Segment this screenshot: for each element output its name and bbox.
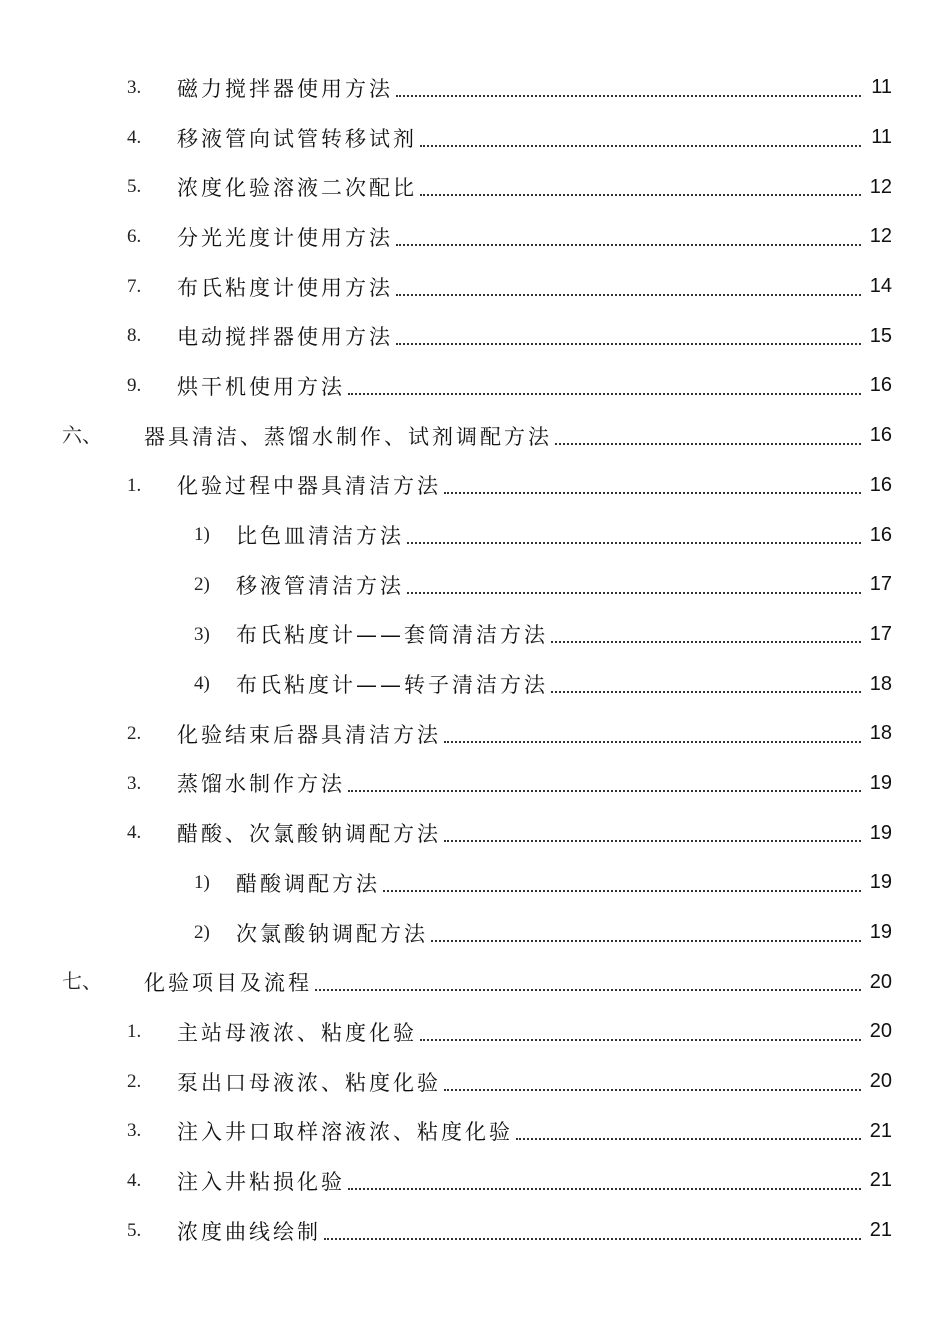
- toc-entry-line: [236, 659, 892, 709]
- toc-entry[interactable]: [0, 1156, 950, 1206]
- toc-entry-page: 19: [869, 821, 892, 844]
- dot-leader: [396, 95, 861, 97]
- toc-entry[interactable]: [0, 1206, 950, 1256]
- toc-entry-title: 比色皿清洁方法: [236, 524, 404, 549]
- toc-entry-title: 醋酸调配方法: [236, 871, 380, 896]
- toc-entry-page: 19: [869, 771, 892, 794]
- toc-entry-line: [177, 461, 892, 511]
- toc-entry[interactable]: [0, 808, 950, 858]
- table-of-contents: [0, 63, 950, 1256]
- toc-entry-line: [177, 1007, 892, 1057]
- toc-entry-page: 18: [869, 722, 892, 745]
- toc-entry-page: 12: [869, 175, 892, 198]
- dot-leader: [396, 343, 861, 345]
- toc-entry-page: 14: [869, 275, 892, 298]
- toc-entry-line: [144, 411, 892, 461]
- toc-entry-line: [177, 63, 892, 113]
- toc-subentry[interactable]: [0, 858, 950, 908]
- toc-entry-title: 磁力搅拌器使用方法: [177, 76, 393, 101]
- toc-entry-line: [177, 311, 892, 361]
- toc-entry-number: 5.: [127, 1219, 142, 1241]
- toc-entry-number: 2): [194, 921, 210, 943]
- toc-entry-page: 16: [869, 374, 892, 397]
- toc-entry[interactable]: [0, 113, 950, 163]
- dot-leader: [396, 244, 861, 246]
- toc-entry-page: 16: [869, 523, 892, 546]
- toc-entry-line: [236, 610, 892, 660]
- toc-entry-line: [177, 162, 892, 212]
- toc-entry-number: 2): [194, 573, 210, 595]
- toc-entry-title: 烘干机使用方法: [177, 374, 345, 399]
- toc-entry-title: 化验结束后器具清洁方法: [177, 722, 441, 747]
- toc-chapter[interactable]: [0, 957, 950, 1007]
- toc-entry-page: 16: [869, 424, 892, 447]
- toc-entry-title: 布氏粘度计——套筒清洁方法: [236, 623, 548, 648]
- toc-entry-title: 化验项目及流程: [144, 971, 312, 996]
- dot-leader: [348, 1188, 861, 1190]
- toc-entry-page: 20: [869, 1020, 892, 1043]
- toc-entry[interactable]: [0, 361, 950, 411]
- toc-entry[interactable]: [0, 212, 950, 262]
- toc-entry-page: 16: [869, 473, 892, 496]
- dot-leader: [407, 592, 861, 594]
- toc-entry-number: 4): [194, 673, 210, 695]
- toc-entry[interactable]: [0, 162, 950, 212]
- toc-entry-page: 19: [869, 921, 892, 944]
- toc-entry-title: 蒸馏水制作方法: [177, 772, 345, 797]
- toc-entry-number: 六、: [62, 422, 102, 447]
- toc-subentry[interactable]: [0, 560, 950, 610]
- toc-entry-number: 4.: [127, 126, 142, 148]
- toc-entry-number: 3): [194, 623, 210, 645]
- dot-leader: [551, 691, 861, 693]
- toc-entry[interactable]: [0, 262, 950, 312]
- toc-entry-title: 电动搅拌器使用方法: [177, 325, 393, 350]
- dot-leader: [383, 890, 861, 892]
- dot-leader: [555, 443, 861, 445]
- toc-entry-number: 7.: [127, 275, 142, 297]
- toc-entry-page: 17: [869, 573, 892, 596]
- toc-entry-title: 布氏粘度计使用方法: [177, 275, 393, 300]
- toc-entry-number: 4.: [127, 1170, 142, 1192]
- toc-entry-title: 醋酸、次氯酸钠调配方法: [177, 822, 441, 847]
- toc-entry-title: 浓度化验溶液二次配比: [177, 176, 417, 201]
- toc-entry-line: [177, 1057, 892, 1107]
- toc-entry-line: [177, 262, 892, 312]
- toc-entry-number: 1.: [127, 1021, 142, 1043]
- toc-entry[interactable]: [0, 709, 950, 759]
- dot-leader: [444, 840, 861, 842]
- dot-leader: [348, 393, 861, 395]
- toc-entry-number: 3.: [127, 77, 142, 98]
- toc-entry-line: [236, 510, 892, 560]
- toc-entry-line: [177, 1156, 892, 1206]
- toc-entry-title: 注入井粘损化验: [177, 1169, 345, 1194]
- toc-entry-page: 18: [869, 672, 892, 695]
- dot-leader: [431, 940, 861, 942]
- toc-entry-line: [236, 908, 892, 958]
- toc-entry-number: 七、: [62, 969, 102, 994]
- dot-leader: [444, 741, 861, 743]
- toc-entry-page: 21: [869, 1219, 892, 1242]
- toc-entry-page: 11: [871, 126, 892, 149]
- toc-entry[interactable]: [0, 759, 950, 809]
- toc-entry-page: 15: [869, 324, 892, 347]
- toc-entry-line: [177, 808, 892, 858]
- toc-entry-title: 移液管清洁方法: [236, 573, 404, 598]
- toc-subentry[interactable]: [0, 908, 950, 958]
- dot-leader: [516, 1138, 861, 1140]
- toc-entry-page: 21: [869, 1119, 892, 1142]
- toc-entry-page: 20: [869, 970, 892, 993]
- toc-entry-line: [177, 759, 892, 809]
- dot-leader: [444, 492, 861, 494]
- toc-entry-line: [177, 113, 892, 163]
- toc-subentry[interactable]: [0, 510, 950, 560]
- toc-entry-title: 次氯酸钠调配方法: [236, 921, 428, 946]
- toc-entry-number: 4.: [127, 822, 142, 844]
- toc-entry-number: 2.: [127, 1070, 142, 1092]
- dot-leader: [420, 145, 861, 147]
- dot-leader: [551, 641, 861, 643]
- toc-entry-line: [177, 1106, 892, 1156]
- toc-entry[interactable]: [0, 1106, 950, 1156]
- toc-entry[interactable]: [0, 311, 950, 361]
- toc-entry[interactable]: [0, 461, 950, 511]
- toc-entry-title: 器具清洁、蒸馏水制作、试剂调配方法: [144, 424, 552, 449]
- toc-entry-number: 1): [194, 524, 210, 546]
- toc-entry-title: 化验过程中器具清洁方法: [177, 474, 441, 499]
- toc-entry[interactable]: [0, 63, 950, 113]
- toc-entry[interactable]: [0, 1057, 950, 1107]
- toc-entry-page: 12: [869, 225, 892, 248]
- toc-entry[interactable]: [0, 1007, 950, 1057]
- toc-entry-number: 8.: [127, 325, 142, 347]
- toc-entry-line: [236, 858, 892, 908]
- toc-subentry[interactable]: [0, 610, 950, 660]
- toc-entry-number: 1): [194, 872, 210, 893]
- toc-entry-line: [236, 560, 892, 610]
- dot-leader: [407, 542, 861, 544]
- dot-leader: [420, 194, 861, 196]
- dot-leader: [348, 790, 861, 792]
- toc-entry-line: [144, 957, 892, 1007]
- toc-entry-number: 3.: [127, 1120, 142, 1142]
- toc-entry-title: 分光光度计使用方法: [177, 225, 393, 250]
- toc-entry-line: [177, 212, 892, 262]
- toc-entry-line: [177, 361, 892, 411]
- dot-leader: [444, 1089, 861, 1091]
- toc-entry-number: 6.: [127, 226, 142, 248]
- toc-entry-title: 浓度曲线绘制: [177, 1219, 321, 1244]
- toc-entry-title: 主站母液浓、粘度化验: [177, 1020, 417, 1045]
- toc-entry-page: 20: [869, 1070, 892, 1093]
- dot-leader: [420, 1039, 861, 1041]
- toc-entry-number: 2.: [127, 722, 142, 744]
- toc-subentry[interactable]: [0, 659, 950, 709]
- toc-entry-page: 19: [869, 871, 892, 894]
- toc-entry-number: 9.: [127, 375, 142, 397]
- toc-entry-title: 泵出口母液浓、粘度化验: [177, 1070, 441, 1095]
- toc-entry-title: 移液管向试管转移试剂: [177, 126, 417, 151]
- toc-entry-number: 5.: [127, 176, 142, 198]
- toc-entry-page: 11: [871, 76, 892, 99]
- toc-entry-line: [177, 709, 892, 759]
- dot-leader: [315, 989, 861, 991]
- dot-leader: [396, 294, 861, 296]
- toc-entry-number: 1.: [127, 474, 142, 496]
- toc-entry-page: 21: [869, 1169, 892, 1192]
- toc-entry-title: 注入井口取样溶液浓、粘度化验: [177, 1120, 513, 1145]
- toc-entry-title: 布氏粘度计——转子清洁方法: [236, 673, 548, 698]
- dot-leader: [324, 1238, 861, 1240]
- toc-chapter[interactable]: [0, 411, 950, 461]
- toc-entry-page: 17: [869, 622, 892, 645]
- toc-entry-number: 3.: [127, 772, 142, 794]
- toc-entry-line: [177, 1206, 892, 1256]
